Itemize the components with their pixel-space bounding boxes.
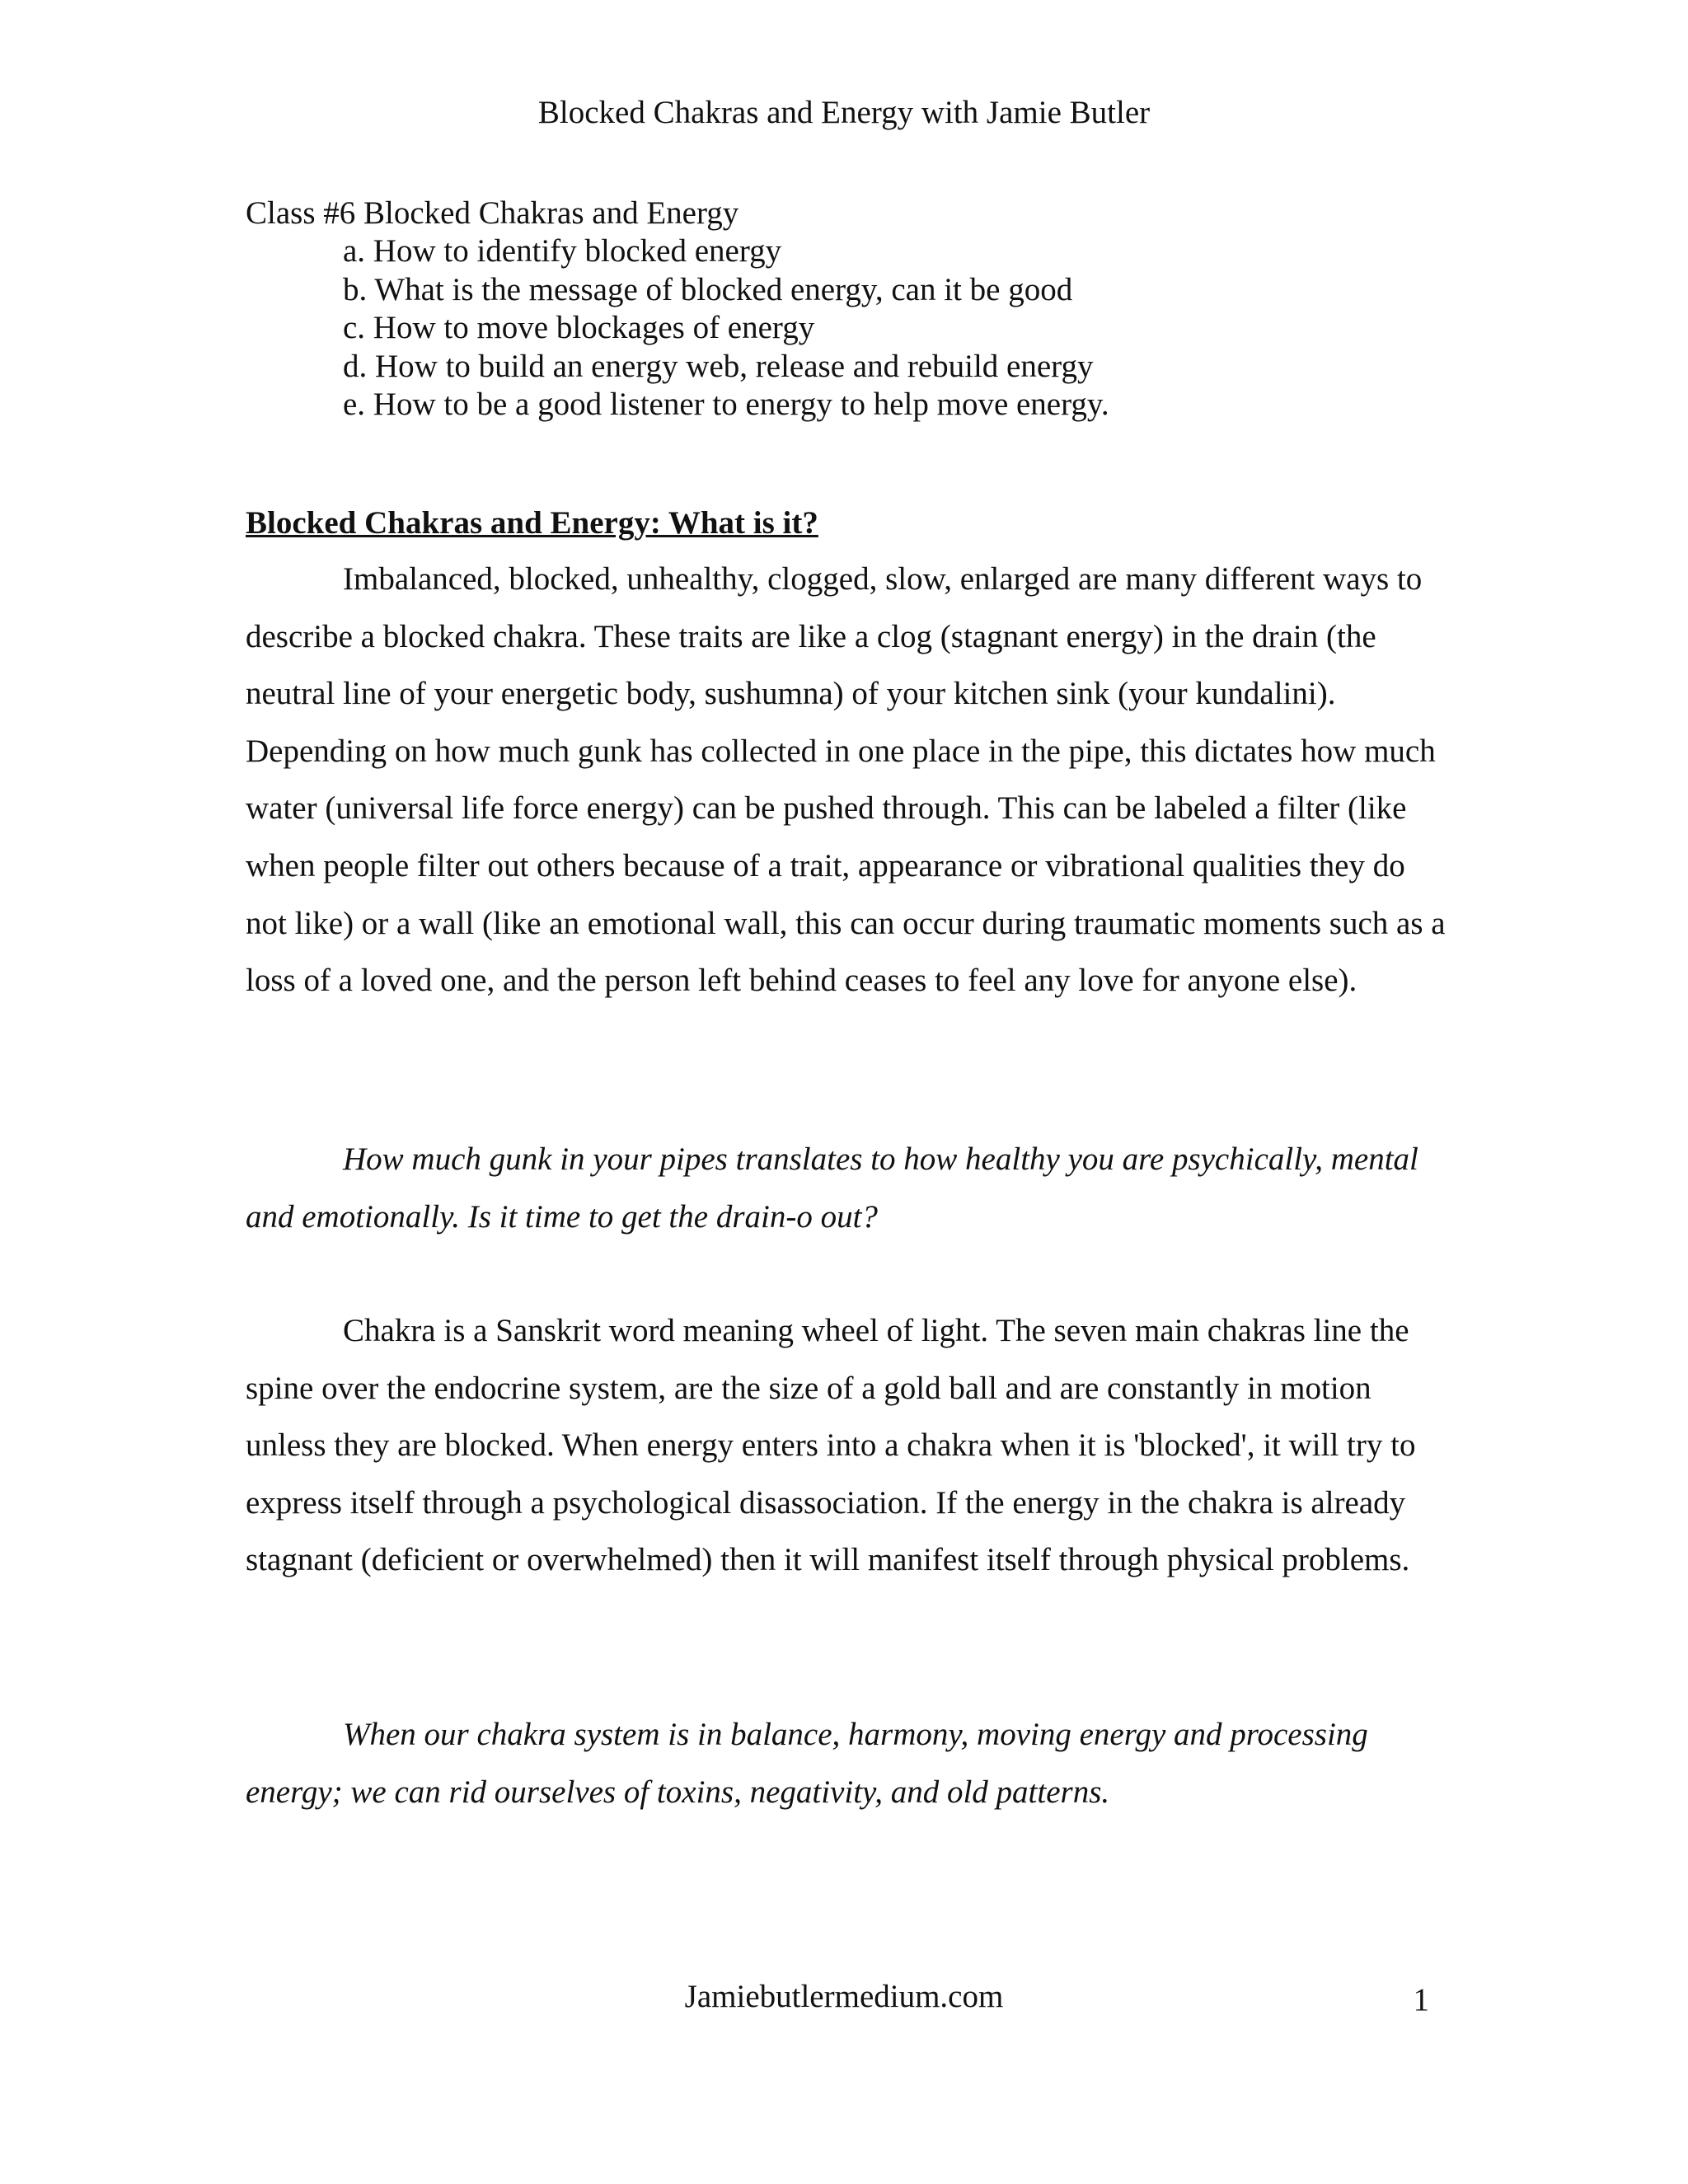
class-topic-item: c. How to move blockages of energy (343, 310, 815, 345)
class-topic-item: e. How to be a good listener to energy to help move energy. (343, 387, 1109, 422)
body-paragraph: Imbalanced, blocked, unhealthy, clogged, slow, enlarged are many different ways to describe a blocked chakra. These traits are like a clog (stagnant energy) in the drain (the neutral line of your energetic body, sushumna) of your kitchen sink (your kundalini). Depending on how much gunk has collected in one place in the pipe, this dictates how much water (universal life force energy) can be pushed through. This can be labeled a filter (like when people filter out others because of a trait, appearance or vibrational qualities they do not like) or a wall (like an emotional wall, this can occur during traumatic moments such as a loss of a loved one, and the person left behind ceases to feel any love for anyone else). (246, 561, 1446, 999)
class-topic-item: a. How to identify blocked energy (343, 233, 782, 269)
class-topic-item: b. What is the message of blocked energy, can it be good (343, 271, 1073, 307)
body-paragraph: Chakra is a Sanskrit word meaning wheel of light. The seven main chakras line the spine over the endocrine system, are the size of a gold ball and are constantly in motion unless they are blocked. When energy enters into a chakra when it is 'blocked', it will try to express itself through a psychological disassociation. If the energy in the chakra is already stagnant (deficient or overwhelmed) then it will manifest itself through physical problems. (246, 1313, 1416, 1578)
footer-website: Jamiebutlermedium.com (684, 1979, 1004, 2014)
class-topic-list (246, 232, 1441, 424)
italic-callout: How much gunk in your pipes translates to how healthy you are psychically, mental and emotionally. Is it time to get the drain-o out? (246, 1141, 1418, 1235)
page-header: Blocked Chakras and Energy with Jamie Butler (537, 95, 1151, 130)
class-outline (246, 194, 1441, 424)
page-number: 1 (1413, 1982, 1429, 2018)
italic-callout: When our chakra system is in balance, harmony, moving energy and processing energy; we can rid ourselves of toxins, negativity, and old patterns. (246, 1717, 1368, 1810)
class-title: Class #6 Blocked Chakras and Energy (246, 195, 739, 231)
class-topic-item: d. How to build an energy web, release and rebuild energy (343, 348, 1094, 384)
section-heading: Blocked Chakras and Energy: What is it? (246, 505, 818, 541)
